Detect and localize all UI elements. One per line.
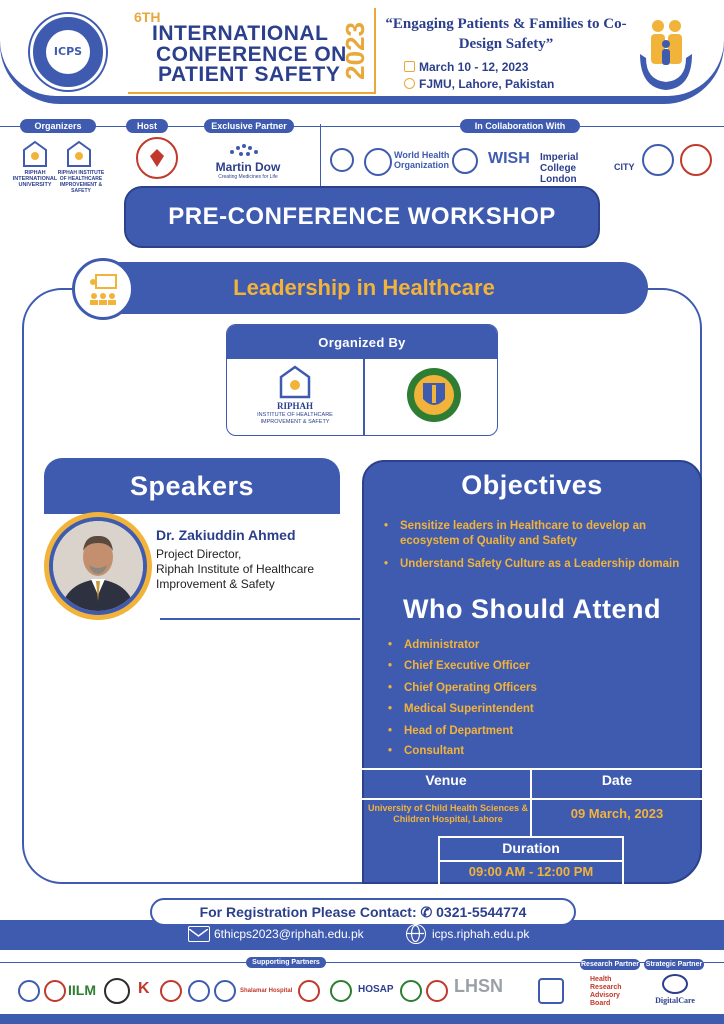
phone-icon: ✆ — [420, 903, 433, 920]
duration-value: 09:00 AM - 12:00 PM — [468, 864, 594, 879]
partner-logo — [188, 980, 210, 1002]
imperial-college-logo: Imperial College London — [540, 152, 579, 185]
speakers-header — [44, 458, 340, 514]
speaker-portrait-icon — [53, 521, 143, 611]
organizer1-name: RIPHAH INTERNATIONAL UNIVERSITY — [12, 170, 58, 188]
ministry-logo — [452, 148, 478, 174]
partner-logo — [330, 980, 352, 1002]
speaker-photo-frame — [44, 512, 152, 620]
event-date — [404, 60, 528, 74]
conference-logo-mark: ICPS — [46, 30, 90, 74]
org1-name: RIPHAH — [277, 401, 313, 411]
attendee-item: • Administrator — [404, 638, 479, 653]
pec-logo — [642, 144, 674, 176]
duration-label: Duration — [502, 840, 560, 856]
research-partner-label: Research Partner — [581, 961, 639, 968]
conference-logo — [30, 14, 106, 90]
organizer2-name: RIPHAH INSTITUTE OF HEALTHCARE IMPROVEMENT & SAFETY — [57, 170, 105, 194]
who-name: World Health Organization — [394, 150, 450, 170]
topic-title: Leadership in Healthcare — [233, 275, 495, 300]
organized-by-divider — [363, 359, 365, 436]
partner-logo — [104, 978, 130, 1004]
who-logo — [364, 148, 392, 176]
conference-title-line1: INTERNATIONAL — [152, 22, 329, 45]
partner-divider — [320, 124, 321, 186]
govt-emblem-logo — [330, 148, 354, 172]
conference-year: 2023 — [340, 22, 370, 80]
k-logo: K — [138, 980, 150, 997]
speaker-name: Dr. Zakiuddin Ahmed — [156, 527, 296, 543]
attendee-item: • Chief Executive Officer — [404, 659, 530, 674]
attendee-item: • Consultant — [404, 744, 464, 759]
martin-dow-logo — [226, 140, 266, 160]
venue-label: Venue — [425, 772, 467, 788]
speakers-title: Speakers — [129, 470, 255, 501]
event-venue-text: FJMU, Lahore, Pakistan — [419, 77, 555, 91]
speaker-role-line1: Project Director, — [156, 547, 242, 561]
event-date-text: March 10 - 12, 2023 — [419, 60, 529, 74]
speaker-role-line3: Improvement & Safety — [156, 577, 275, 591]
partner-logo — [214, 980, 236, 1002]
conference-ordinal: 6TH — [134, 9, 161, 25]
conference-title-line3: PATIENT SAFETY — [158, 63, 341, 86]
iilm-logo: IILM — [68, 982, 96, 998]
speaker-divider — [160, 618, 360, 620]
exclusive-partner-name: Martin Dow — [215, 160, 281, 174]
hosap-logo: HOSAP — [358, 984, 394, 995]
attendee-item: • Chief Operating Officers — [404, 681, 537, 696]
table-rule — [362, 798, 702, 800]
globe-glyph-icon — [407, 925, 424, 942]
mail-icon — [188, 926, 210, 942]
partner-logo — [426, 980, 448, 1002]
lhsn-logo: LHSN — [454, 976, 503, 996]
objective-item: • Understand Safety Culture as a Leadership domain — [400, 557, 684, 572]
table-rule — [362, 768, 702, 770]
partner-crest-logo — [680, 144, 712, 176]
strategic-partner-label: Strategic Partner — [645, 961, 703, 968]
city-logo: CITY — [614, 162, 635, 172]
footer-band — [0, 1014, 724, 1024]
uchs-seal-icon — [405, 365, 463, 425]
topic-bar — [80, 262, 648, 314]
partner-logo — [44, 980, 66, 1002]
organized-by-box — [226, 324, 498, 436]
speaker-photo — [53, 521, 143, 611]
organizers-label: Organizers — [20, 119, 96, 133]
mail-glyph-icon — [189, 929, 208, 942]
collaboration-label: In Collaboration With — [460, 119, 580, 133]
date-value: 09 March, 2023 — [570, 806, 664, 821]
calendar-icon — [404, 61, 415, 72]
host-emblem-icon — [148, 148, 166, 168]
registration-phone[interactable]: 0321-5544774 — [436, 903, 527, 920]
event-venue — [404, 77, 554, 91]
riphah-institute-emblem-icon — [277, 365, 313, 399]
exclusive-partner-label: Exclusive Partner — [204, 119, 294, 133]
globe-icon — [406, 924, 426, 944]
presentation-glyph-icon — [86, 272, 120, 306]
supporting-partners-label: Supporting Partners — [246, 957, 326, 968]
digitalcare-logo: DigitalCare — [655, 996, 695, 1005]
partner-logo — [538, 978, 564, 1004]
attendee-item: • Head of Department — [404, 724, 513, 739]
contact-website[interactable]: icps.riphah.edu.pk — [432, 927, 530, 941]
registration-label: For Registration Please Contact: — [199, 903, 417, 920]
wish-logo: WISH — [488, 150, 530, 167]
partner-logo — [298, 980, 320, 1002]
shalamar-logo: Shalamar Hospital — [240, 988, 293, 994]
table-rule — [438, 836, 624, 838]
partner-logo — [400, 980, 422, 1002]
contact-email[interactable]: 6thicps2023@riphah.edu.pk — [214, 927, 364, 941]
presentation-icon — [72, 258, 134, 320]
location-icon — [404, 78, 415, 89]
health-research-board-logo: Health Research Advisory Board — [590, 976, 622, 1007]
riphah-institute-logo — [64, 140, 94, 168]
partner-strip-line — [0, 126, 724, 127]
venue-value: University of Child Health Sciences & Children Hospital, Lahore — [367, 803, 529, 824]
objective-item: • Sensitize leaders in Healthcare to develop an ecosystem of Quality and Safety — [400, 519, 684, 549]
who-should-attend-title: Who Should Attend — [403, 594, 661, 624]
workshop-title: PRE-CONFERENCE WORKSHOP — [168, 203, 556, 230]
registration-box — [150, 898, 576, 926]
org1-sub: INSTITUTE OF HEALTHCARE IMPROVEMENT & SAFETY — [257, 412, 333, 425]
conference-title-line2: CONFERENCE ON — [156, 43, 347, 66]
partner-logo — [18, 980, 40, 1002]
partner-logo — [160, 980, 182, 1002]
riphah-university-logo — [20, 140, 50, 168]
attendee-item: • Medical Superintendent — [404, 702, 534, 717]
digitalcare-emblem — [662, 974, 688, 994]
family-hands-icon — [636, 14, 696, 94]
registration-text — [200, 904, 527, 921]
table-rule — [438, 860, 624, 862]
objectives-title: Objectives — [461, 470, 603, 500]
workshop-banner — [124, 186, 600, 248]
conference-tagline: “Engaging Patients & Families to Co-Design Safety” — [385, 16, 627, 52]
date-label: Date — [601, 772, 633, 788]
organized-by-label: Organized By — [227, 325, 497, 359]
exclusive-partner-sub: Creating Medicines for Life — [218, 174, 278, 180]
host-label: Host — [126, 119, 168, 133]
speaker-role-line2: Riphah Institute of Healthcare — [156, 562, 315, 576]
